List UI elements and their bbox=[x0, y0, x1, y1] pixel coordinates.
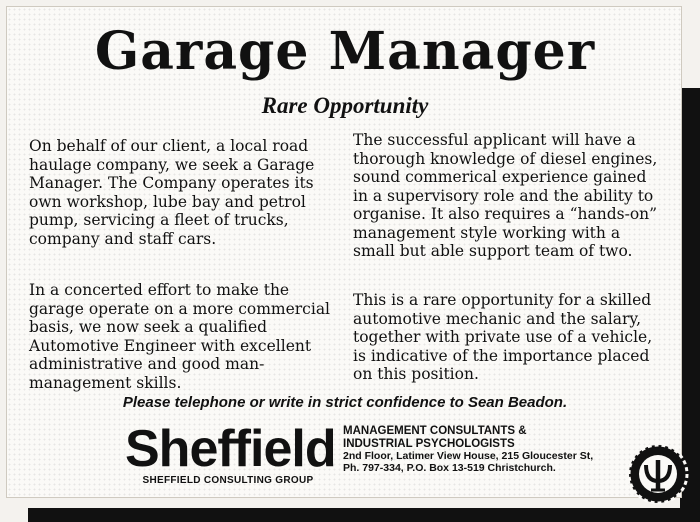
ad-paragraph-commercial: In a concerted effort to make the garage operate on a more commercial basis, we now seek a qualified Automotive Engineer with excellent administrative and good man-management skills. bbox=[29, 281, 331, 392]
print-edge-shadow-bottom bbox=[28, 508, 700, 522]
firm-services-line-1: MANAGEMENT CONSULTANTS & bbox=[343, 425, 527, 437]
firm-services-line-2: INDUSTRIAL PSYCHOLOGISTS bbox=[343, 437, 515, 450]
firm-details bbox=[343, 425, 643, 474]
firm-address-line-2: Ph. 797-334, P.O. Box 13-519 Christchurch. bbox=[343, 462, 556, 474]
ad-subhead: Rare Opportunity bbox=[261, 93, 429, 118]
ad-paragraph-salary: This is a rare opportunity for a skilled automotive mechanic and the salary, together with private use of a vehicle, is indicative of the importance placed on this position. bbox=[353, 291, 653, 383]
firm-address-line-1: 2nd Floor, Latimer View House, 215 Gloucester St, bbox=[343, 450, 594, 462]
ad-headline: Garage Manager bbox=[94, 21, 596, 82]
contact-instruction: Please telephone or write in strict confidence to Sean Beadon. bbox=[122, 394, 568, 411]
job-advertisement bbox=[6, 6, 682, 498]
sheffield-logo bbox=[125, 420, 336, 486]
logo-wordmark: Sheffield bbox=[125, 420, 336, 478]
logo-group-name: SHEFFIELD CONSULTING GROUP bbox=[142, 475, 314, 486]
psi-circle-emblem-icon bbox=[627, 443, 689, 505]
ad-paragraph-client: On behalf of our client, a local road haulage company, we seek a Garage Manager. The Company operates its own workshop, lube bay and petrol pump, servicing a fleet of trucks, company and staff cars. bbox=[29, 137, 315, 248]
ad-paragraph-requirements: The successful applicant will have a thorough knowledge of diesel engines, sound commerical experience gained in a supervisory role and the ability to organise. It also requires a “hands-on” management style working with a small but able support team of two. bbox=[353, 131, 658, 260]
